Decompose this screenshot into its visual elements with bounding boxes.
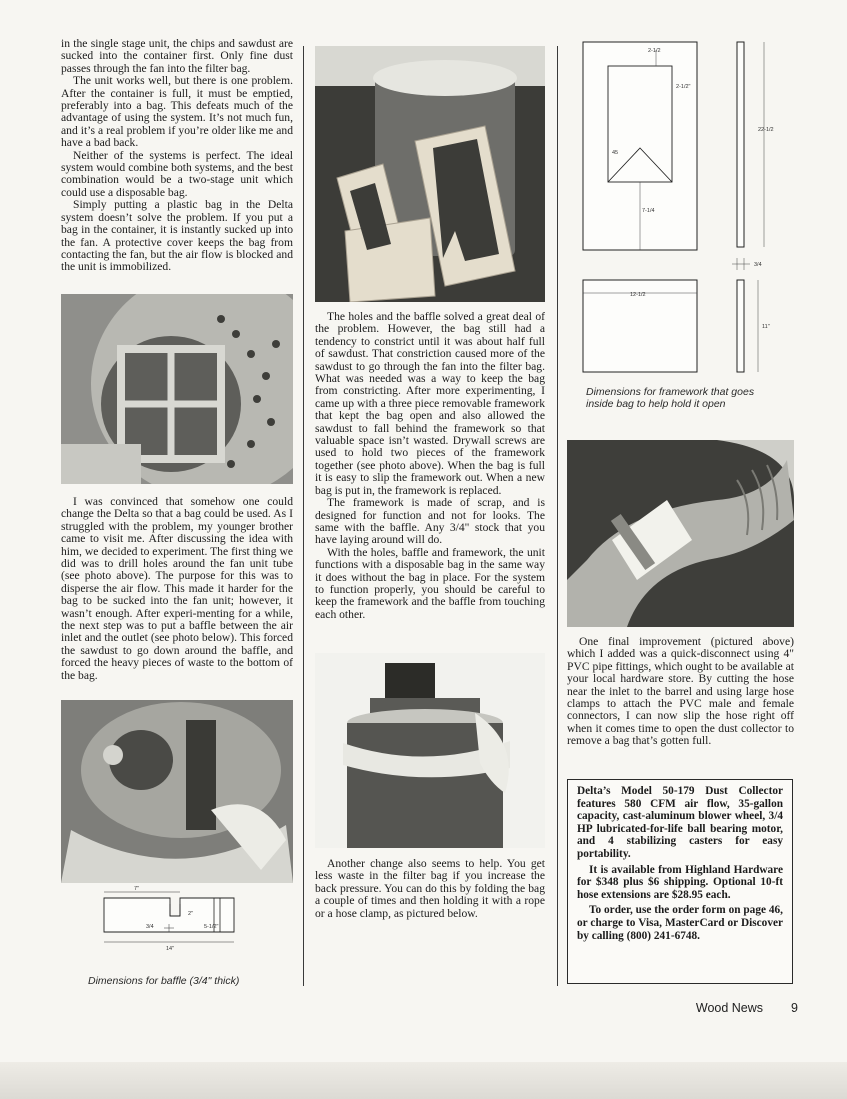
publication-name: Wood News <box>695 1001 764 1015</box>
photo-drilled-fan-tube <box>61 294 293 484</box>
product-info-box <box>567 779 793 984</box>
column2-top <box>315 311 545 621</box>
photo-quick-disconnect-hose <box>567 440 794 627</box>
column1-middle <box>61 496 293 682</box>
page-number: 9 <box>791 1001 798 1015</box>
framework-dim-bottom: 7-1/4 <box>642 208 655 214</box>
photo-framework-pieces <box>315 46 545 302</box>
page-footer <box>696 1001 798 1015</box>
sidebar-paragraph: It is available from Highland Hardware for $348 plus $6 shipping. Optional 10-ft hose extensions are $28.95 each. <box>577 863 783 901</box>
baffle-diagram <box>96 884 246 959</box>
column-rule-2 <box>557 46 558 986</box>
paragraph: With the holes, baffle and framework, the unit functions with a disposable bag in the same way it does without the bag in place. For the system to function properly, you should be careful to keep the framework and the baffle from touching each other. <box>315 545 545 621</box>
photo-baffle-in-barrel <box>61 700 293 883</box>
framework-diagram <box>578 36 798 378</box>
page-bottom-shade <box>0 1062 847 1099</box>
baffle-dim-length: 14" <box>166 946 175 952</box>
paragraph: The holes and the baffle solved a great deal of the problem. However, the bag still had a tendency to constrict until it was about half full of sawdust. That constriction caused more of the sawdust to go through the fan into the filter bag. What was needed was a way to keep the bag from constricting. After more experimenting, I came up with a three piece removable framework that kept the bag open and also allowed the sawdust to fall behind the framework so that valuable space isn’t wasted. Drywall screws are used to hold two pieces of the framework together (see photo above). When the bag is full it is easy to slip the framework out. When a new bag is put in, the framework is replaced. <box>315 310 545 497</box>
framework-dim-side-thickness: 3/4 <box>754 262 762 268</box>
framework-dim-side-height: 22-1/2 <box>758 127 774 133</box>
sidebar-paragraph: Delta’s Model 50-179 Dust Collector features 580 CFM air flow, 35-gallon capacity, cast-aluminum blower wheel, 3/4 HP lubricated-for-life ball bearing motor, and 4 stabilizing casters for easy portability. <box>577 785 783 860</box>
paragraph: The framework is made of scrap, and is designed for function and not for looks. The same with the baffle. Any 3/4" stock that you have laying around will do. <box>315 496 545 547</box>
paragraph: Neither of the systems is perfect. The ideal system would combine both systems, and the best combination would be a two-stage unit which could use a disposable bag. <box>61 148 293 199</box>
framework-dim-width: 12-1/2 <box>630 292 646 298</box>
framework-caption: Dimensions for framework that goes inside bag to help hold it open <box>586 386 755 410</box>
sidebar-paragraph: To order, use the order form on page 46, or charge to Visa, MasterCard or Discover by calling (800) 241-6748. <box>577 904 783 942</box>
baffle-dim-notch: 2" <box>188 911 194 917</box>
paragraph: I was convinced that somehow one could change the Delta so that a bag could be used. As I struggled with the problem, my younger brother came to visit me. After discussing the idea with him, we decided to experiment. The first thing we did was to drill holes around the fan unit tube (see photo above). The purpose for this was to disperse the air flow. This made it harder for the bag to be sucked into the fan unit; however, it wasn’t enough. After experi-menting for a while, the next step was to put a baffle between the air inlet and the outlet (see photo below). This forced the sawdust to go down around the baffle, and forced the heavy pieces of waste to the bottom of the bag. <box>61 495 293 682</box>
framework-dim-right: 2-1/2" <box>676 84 691 90</box>
paragraph: The unit works well, but there is one problem. After the container is full, it must be emptied, preferably into a bag. This defeats much of the advantage of using the system. It’s not much fun, and it’s a real problem if you’re older like me and have a bad back. <box>61 74 293 150</box>
paragraph: Simply putting a plastic bag in the Delta system doesn’t solve the problem. If you put a bag in the container, it is instantly sucked up into the fan. A protective cover keeps the bag from contacting the fan, but the air flow is blocked and the unit is immobilized. <box>61 198 293 274</box>
column3-text <box>567 636 794 748</box>
baffle-dim-height: 5-1/2" <box>204 924 219 930</box>
paragraph: Another change also seems to help. You get less waste in the filter bag if you increase the back pressure. You can do this by folding the bag a couple of times and then holding it with a rope or a hose clamp, as pictured below. <box>315 857 545 920</box>
baffle-caption: Dimensions for baffle (3/4" thick) <box>88 975 240 987</box>
column1-intro <box>61 38 293 274</box>
framework-dim-lower-height: 11" <box>762 324 770 330</box>
paragraph: in the single stage unit, the chips and sawdust are sucked into the container first. Only fine dust passes through the fan into the filter bag. <box>61 37 293 75</box>
baffle-dim-width: 7" <box>134 886 140 892</box>
column-rule-1 <box>303 46 304 986</box>
framework-dim-top: 2-1/2 <box>648 48 661 54</box>
column2-bottom <box>315 858 545 920</box>
photo-dust-collector-bag <box>315 653 545 848</box>
paragraph: One final improvement (pictured above) which I added was a quick-disconnect using 4" PVC pipe fittings, which ought to be available at your local hardware store. By cutting the hose near the inlet to the barrel and using large hose clamps to attach the PVC male and female connectors, I can now slip the hose right off when it comes time to open the dust collector to remove a bag that’s gotten full. <box>567 635 794 748</box>
baffle-dim-thickness: 3/4 <box>146 924 154 930</box>
framework-dim-angle: 45 <box>612 150 619 156</box>
